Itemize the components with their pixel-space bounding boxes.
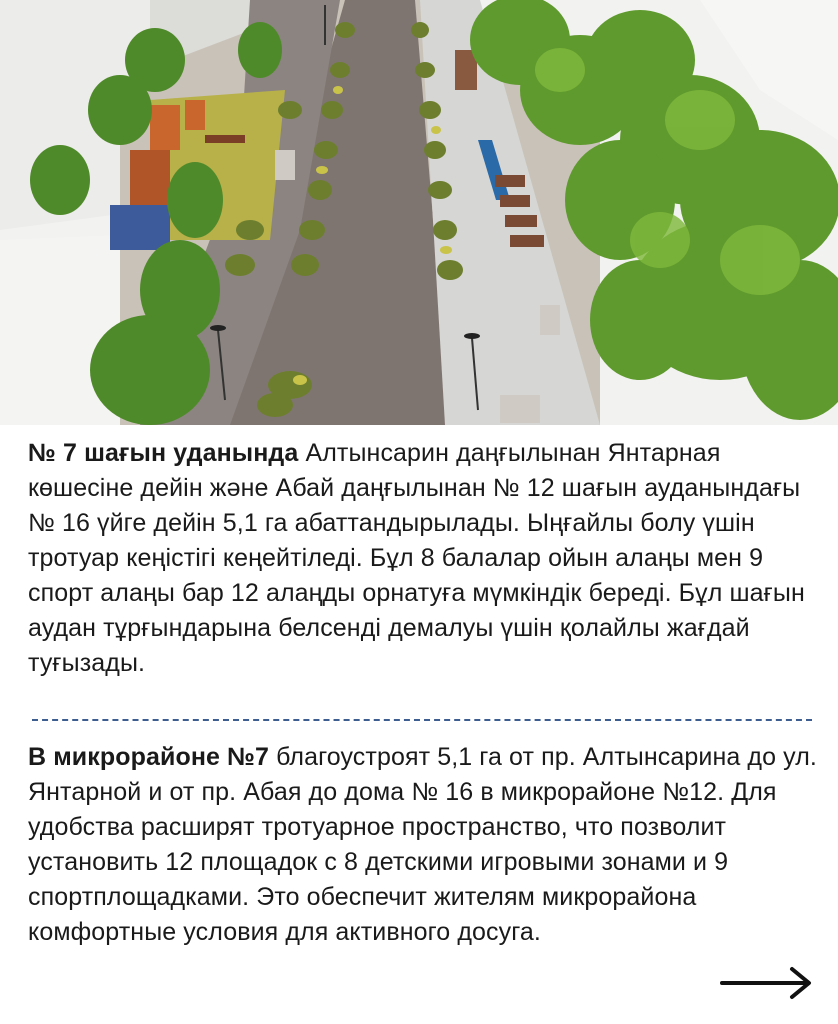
russian-body: благоустроят 5,1 га от пр. Алтынсарина до ул. Янтарной и от пр. Абая до дома № 16 в микрорайоне №12. Для удобства расширят тротуарное пространство, что позволит установить 12 площадок с 8 детскими игровыми зонами и 9 спортплощадками. Это обеспечит жителям микрорайона комфортные условия для активного досуга. <box>28 743 817 946</box>
kazakh-lead: № 7 шағын уданында <box>28 439 299 467</box>
russian-paragraph <box>28 740 818 950</box>
kazakh-paragraph <box>28 436 818 681</box>
park-rendering-image <box>0 0 838 425</box>
kazakh-body: Алтынсарин даңғылынан Янтарная көшесіне дейін және Абай даңғылынан № 12 шағын ауданындағы № 16 үйге дейін 5,1 га абаттандырылады. Ыңғайлы болу үшін тротуар кеңістігі кеңейтіледі. Бұл 8 балалар ойын алаңы мен 9 спорт алаңы бар 12 алаңды орнатуға мүмкіндік береді. Бұл шағын аудан тұрғындарына белсенді демалуы үшін қолайлы жағдай туғызады. <box>28 439 805 677</box>
russian-lead: В микрорайоне №7 <box>28 743 270 771</box>
arrow-right-icon[interactable] <box>720 965 815 1001</box>
dashed-divider <box>32 719 812 721</box>
